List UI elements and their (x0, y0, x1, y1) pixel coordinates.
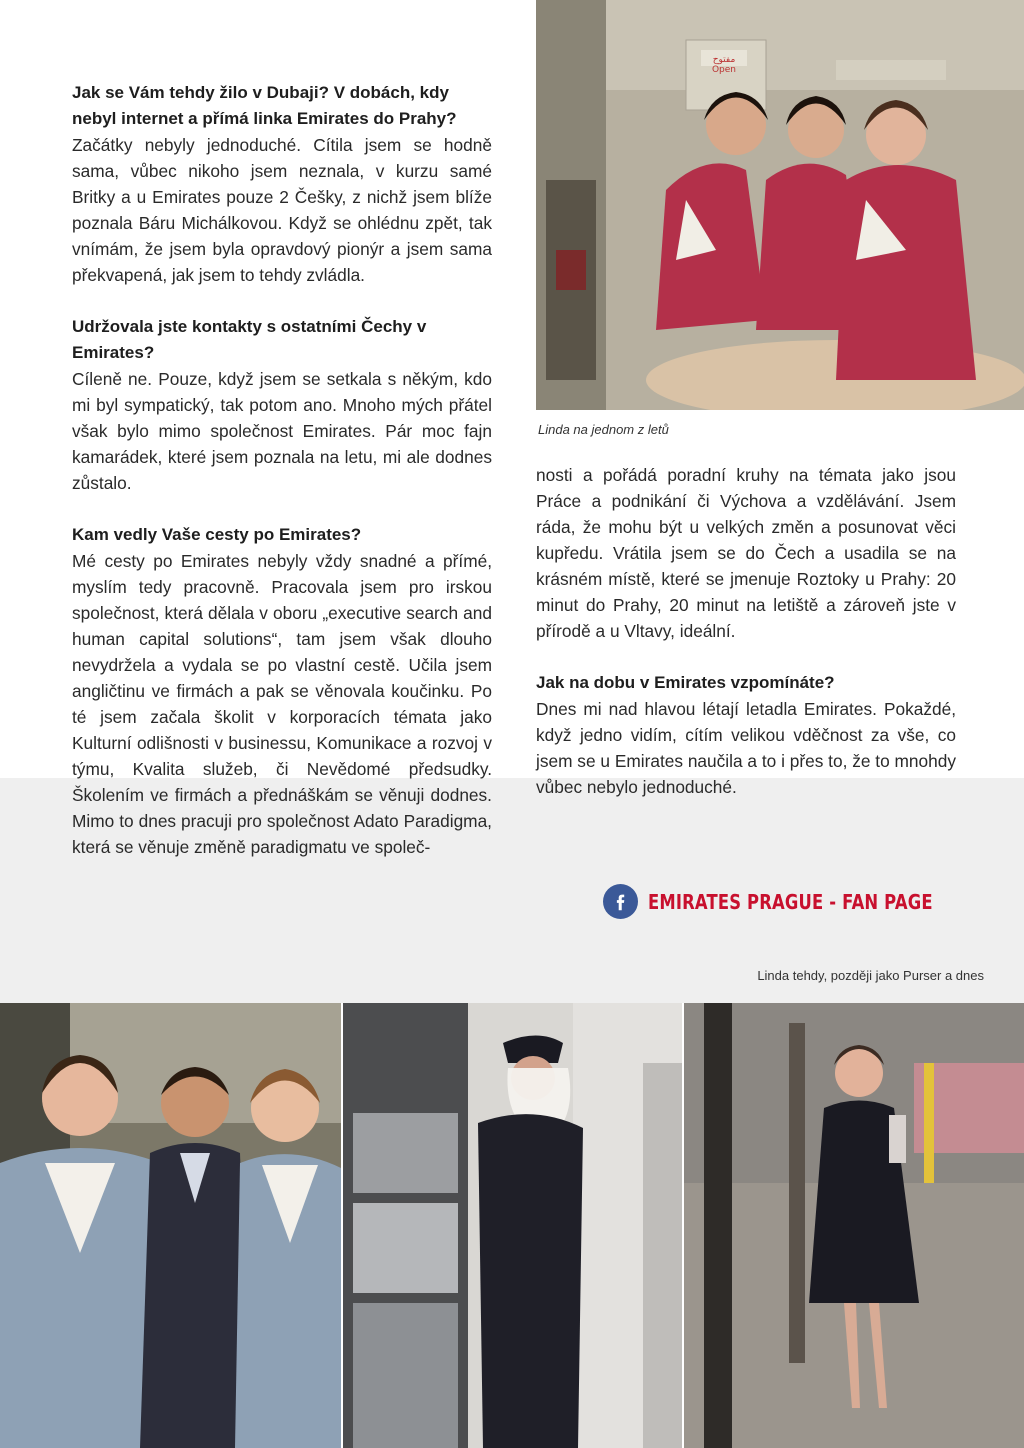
interview-answer-continued: nosti a pořádá poradní kruhy na témata jako jsou Práce a podnikání či Výchova a vzdělávání. Jsem ráda, že mohu být u velkých změn a posunovat věci kupředu. Vrátila jsem se do Čech a usadila se na krásném místě, které se jmenuje Roztoky u Prahy: 20 minut do Prahy, 20 minut na letiště a zároveň jste v přírodě a u Vltavy, ideální. (536, 465, 956, 641)
interview-question: Jak na dobu v Emirates vzpomínáte? (536, 673, 835, 692)
interview-answer: Začátky nebyly jednoduché. Cítila jsem se hodně sama, vůbec nikoho jsem neznala, v kurzu samé Britky a u Emirates pouze 2 Češky, z nichž jsem blíže poznala Báru Michálkovou. Když se ohlédnu zpět, tak vnímám, že jsem byla opravdový pionýr a jsem sama překvapená, jak jsem to tehdy zvládla. (72, 135, 492, 285)
door-sign: Open (711, 65, 737, 75)
bottom-photos-caption: Linda tehdy, později jako Purser a dnes (757, 968, 984, 983)
top-photo-caption: Linda na jednom z letů (538, 422, 669, 437)
photo-today (684, 1003, 1024, 1448)
photo-crew-group (0, 1003, 341, 1448)
door-sign-ar: مفتوح (712, 55, 736, 65)
interview-question: Kam vedly Vaše cesty po Emirates? (72, 525, 362, 544)
fan-page-link[interactable] (603, 884, 995, 919)
right-column (536, 462, 956, 800)
interview-question: Jak se Vám tehdy žilo v Dubaji? V dobách, kdy nebyl internet a přímá linka Emirates do Prahy? (72, 83, 457, 128)
interview-answer: Mé cesty po Emirates nebyly vždy snadné a přímé, myslím tedy pracovně. Pracovala jsem pro irskou společnost, která dělala v oboru „executive search and human capital solutions“, tam jsem však dlouho nevydržela a vydala se po vlastní cestě. Učila jsem angličtinu ve firmách a pak se věnovala koučinku. Po té jsem začala školit v korporacích témata jako Kulturní odlišnosti v businessu, Komunikace a rozvoj v týmu, Kvalita služeb, či Nevědomé předsudky. Školením ve firmách a přednáškám se věnuji dodnes. Mimo to dnes pracuji pro společnost Adato Paradigma, která se věnuje změně paradigmatu ve společ- (72, 551, 492, 857)
interview-answer: Dnes mi nad hlavou létají letadla Emirates. Pokaždé, když jedno vidím, cítím velikou vděčnost za vše, co jsem se u Emirates naučila a to i přes to, že to mnohdy vůbec nebylo jednoduché. (536, 699, 956, 797)
interview-answer: Cíleně ne. Pouze, když jsem se setkala s někým, kdo mi byl sympatický, tak potom ano. Mnoho mých přátel však bylo mimo společnost Emirates. Pár moc fajn kamarádek, které jsem poznala na letu, mi ale dodnes zůstalo. (72, 369, 492, 493)
left-column (72, 80, 492, 860)
facebook-icon (603, 884, 638, 919)
photo-flight-attendants (536, 0, 1024, 410)
photo-purser (343, 1003, 682, 1448)
fan-page-label: EMIRATES PRAGUE - FAN PAGE (648, 889, 933, 914)
interview-question: Udržovala jste kontakty s ostatními Čechy v Emirates? (72, 317, 427, 362)
